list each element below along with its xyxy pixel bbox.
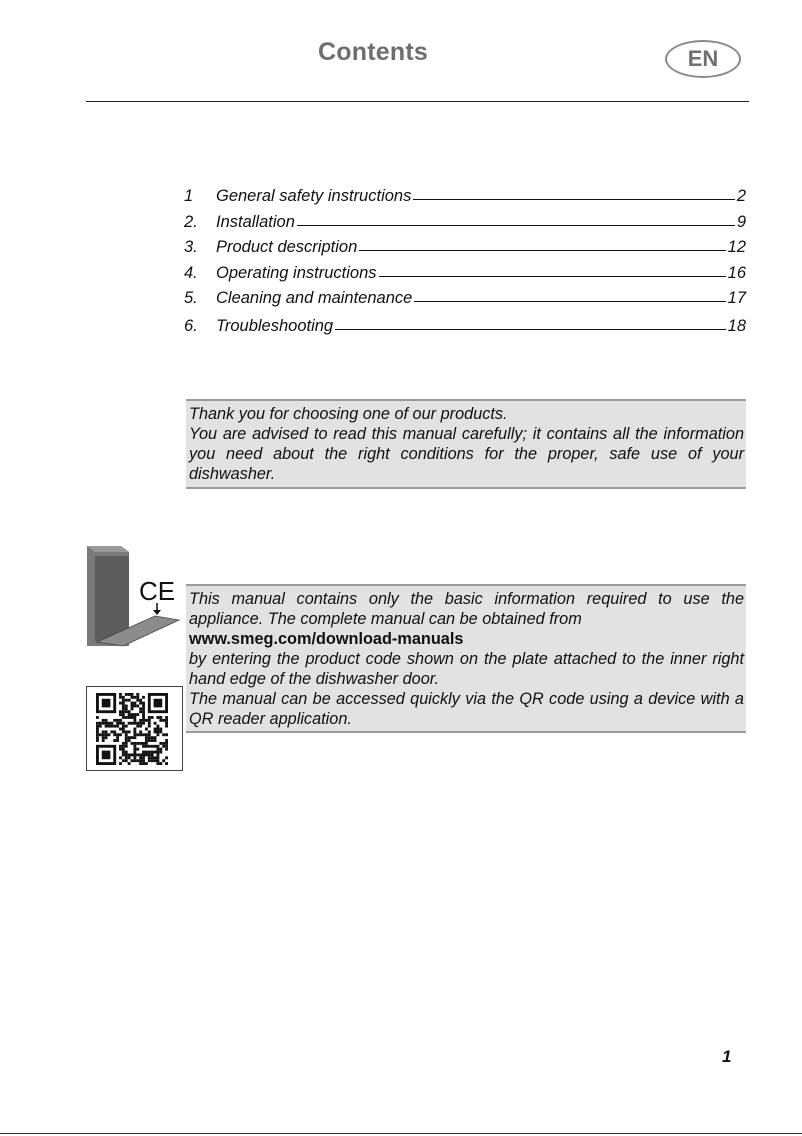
manual-download-note bbox=[186, 584, 746, 733]
toc-entry-page: 9 bbox=[736, 212, 746, 231]
toc-leader-line bbox=[413, 185, 734, 200]
footer-divider bbox=[0, 1133, 802, 1134]
toc-entry-number: 6. bbox=[184, 316, 198, 335]
manual-product-code-info: by entering the product code shown on the plate attached to the inner right hand edge of the dishwasher door. bbox=[189, 650, 744, 688]
read-manual-advice: You are advised to read this manual carefully; it contains all the information you need about the right conditions for the proper, safe use of your dishwasher. bbox=[189, 425, 744, 483]
language-badge: EN bbox=[665, 40, 741, 78]
page-number: 1 bbox=[722, 1047, 732, 1066]
ce-mark: CE bbox=[139, 576, 176, 606]
toc-leader-line bbox=[297, 211, 735, 226]
toc-entry-page: 12 bbox=[727, 238, 746, 256]
header-divider bbox=[86, 101, 749, 102]
toc-entry[interactable] bbox=[184, 237, 746, 263]
toc-entry-title: Product description bbox=[216, 238, 358, 256]
toc-entry[interactable] bbox=[184, 316, 746, 342]
toc-leader-line bbox=[379, 262, 726, 277]
toc-entry-number: 3. bbox=[184, 238, 198, 256]
manual-download-link[interactable]: www.smeg.com/download-manuals bbox=[189, 630, 464, 648]
toc-entry[interactable] bbox=[184, 288, 746, 314]
toc-entry-title: Installation bbox=[216, 212, 295, 231]
toc-leader-line bbox=[359, 236, 725, 251]
toc-entry[interactable] bbox=[184, 263, 746, 289]
toc-entry-title: Troubleshooting bbox=[216, 316, 334, 335]
toc-entry-number: 5. bbox=[184, 289, 198, 307]
toc-entry[interactable] bbox=[184, 186, 746, 212]
dishwasher-ce-plate-icon bbox=[87, 546, 183, 648]
page-title: Contents bbox=[318, 38, 428, 66]
thank-you-note bbox=[186, 399, 746, 489]
toc-entry[interactable] bbox=[184, 212, 746, 238]
qr-code-icon[interactable] bbox=[86, 686, 183, 771]
toc-entry-number: 2. bbox=[184, 212, 198, 231]
toc-entry-page: 16 bbox=[727, 263, 746, 282]
toc-entry-title: Operating instructions bbox=[216, 263, 377, 282]
toc-entry-number: 4. bbox=[184, 263, 198, 282]
toc-entry-page: 18 bbox=[727, 316, 746, 335]
toc-entry-title: Cleaning and maintenance bbox=[216, 289, 413, 307]
table-of-contents bbox=[184, 186, 746, 341]
manual-basic-info: This manual contains only the basic information required to use the appliance. The complete manual can be obtained from bbox=[189, 590, 744, 628]
toc-entry-number: 1 bbox=[184, 187, 194, 205]
manual-qr-info: The manual can be accessed quickly via the QR code using a device with a QR reader application. bbox=[189, 690, 744, 728]
toc-leader-line bbox=[335, 315, 726, 330]
toc-entry-title: General safety instructions bbox=[216, 187, 412, 205]
toc-entry-page: 2 bbox=[736, 187, 746, 205]
toc-entry-page: 17 bbox=[727, 289, 746, 307]
thank-you-line: Thank you for choosing one of our products. bbox=[189, 405, 508, 423]
toc-leader-line bbox=[414, 287, 725, 302]
